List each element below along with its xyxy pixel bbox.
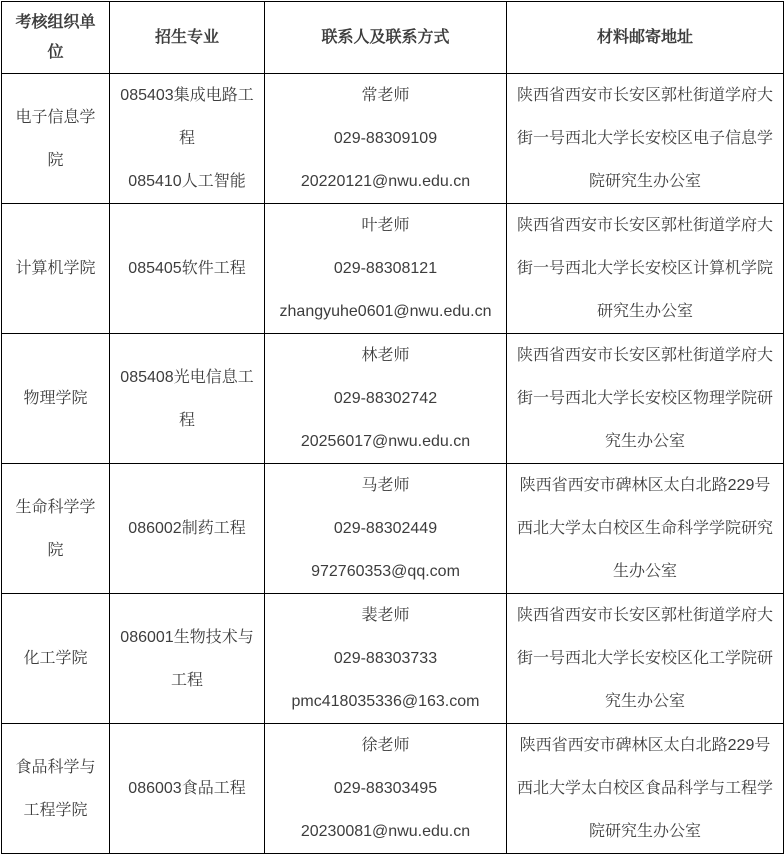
major: 086001生物技术与工程: [120, 628, 254, 689]
cell-unit: 生命科学学院: [2, 464, 110, 594]
table-row: [2, 594, 784, 724]
cell-contact: [265, 334, 507, 464]
cell-majors: [110, 464, 265, 594]
cell-address: 陕西省西安市长安区郭杜街道学府大街一号西北大学长安校区计算机学院研究生办公室: [507, 204, 784, 334]
cell-majors: [110, 594, 265, 724]
cell-address: 陕西省西安市长安区郭杜街道学府大街一号西北大学长安校区化工学院研究生办公室: [507, 594, 784, 724]
cell-unit: 物理学院: [2, 334, 110, 464]
major: 085410人工智能: [128, 173, 246, 190]
contact-phone: 029-88302449: [333, 520, 438, 537]
admissions-contact-table: [1, 1, 784, 854]
cell-contact: [265, 74, 507, 204]
contact-name: 徐老师: [361, 737, 410, 754]
contact-email: 20230081@nwu.edu.cn: [300, 823, 471, 840]
cell-address: 陕西省西安市长安区郭杜街道学府大街一号西北大学长安校区电子信息学院研究生办公室: [507, 74, 784, 204]
cell-majors: [110, 724, 265, 854]
major: 085405软件工程: [128, 260, 246, 277]
major: 086003食品工程: [128, 780, 246, 797]
cell-majors: [110, 74, 265, 204]
contact-email: 20220121@nwu.edu.cn: [300, 173, 471, 190]
contact-phone: 029-88303495: [333, 780, 438, 797]
table-row: [2, 74, 784, 204]
cell-majors: [110, 334, 265, 464]
contact-email: 972760353@qq.com: [311, 563, 460, 580]
cell-unit: 食品科学与工程学院: [2, 724, 110, 854]
major: 085403集成电路工程: [120, 87, 254, 147]
cell-contact: [265, 594, 507, 724]
major: 085408光电信息工程: [120, 368, 254, 429]
contact-name: 常老师: [361, 87, 410, 104]
contact-email: 20256017@nwu.edu.cn: [300, 433, 471, 450]
header-assessment-unit: 考核组织单位: [2, 2, 110, 74]
table-row: [2, 204, 784, 334]
header-row: [2, 2, 784, 74]
cell-unit: 电子信息学院: [2, 74, 110, 204]
cell-contact: [265, 204, 507, 334]
cell-address: 陕西省西安市长安区郭杜街道学府大街一号西北大学长安校区物理学院研究生办公室: [507, 334, 784, 464]
cell-address: 陕西省西安市碑林区太白北路229号西北大学太白校区生命科学学院研究生办公室: [507, 464, 784, 594]
contact-name: 马老师: [361, 477, 410, 494]
contact-name: 叶老师: [361, 217, 410, 234]
table-row: [2, 334, 784, 464]
contact-phone: 029-88302742: [333, 390, 438, 407]
contact-name: 林老师: [361, 347, 410, 364]
table-row: [2, 464, 784, 594]
header-contact-info: 联系人及联系方式: [265, 2, 507, 74]
cell-contact: [265, 724, 507, 854]
cell-unit: 化工学院: [2, 594, 110, 724]
cell-contact: [265, 464, 507, 594]
contact-phone: 029-88308121: [333, 260, 438, 277]
contact-phone: 029-88303733: [333, 650, 438, 667]
major: 086002制药工程: [128, 520, 246, 537]
cell-unit: 计算机学院: [2, 204, 110, 334]
contact-email: pmc418035336@163.com: [291, 693, 480, 710]
cell-address: 陕西省西安市碑林区太白北路229号西北大学太白校区食品科学与工程学院研究生办公室: [507, 724, 784, 854]
cell-majors: [110, 204, 265, 334]
contact-email: zhangyuhe0601@nwu.edu.cn: [279, 303, 492, 320]
contact-name: 裴老师: [361, 607, 410, 624]
contact-phone: 029-88309109: [333, 130, 438, 147]
header-admission-major: 招生专业: [110, 2, 265, 74]
table-row: [2, 724, 784, 854]
header-mailing-address: 材料邮寄地址: [507, 2, 784, 74]
